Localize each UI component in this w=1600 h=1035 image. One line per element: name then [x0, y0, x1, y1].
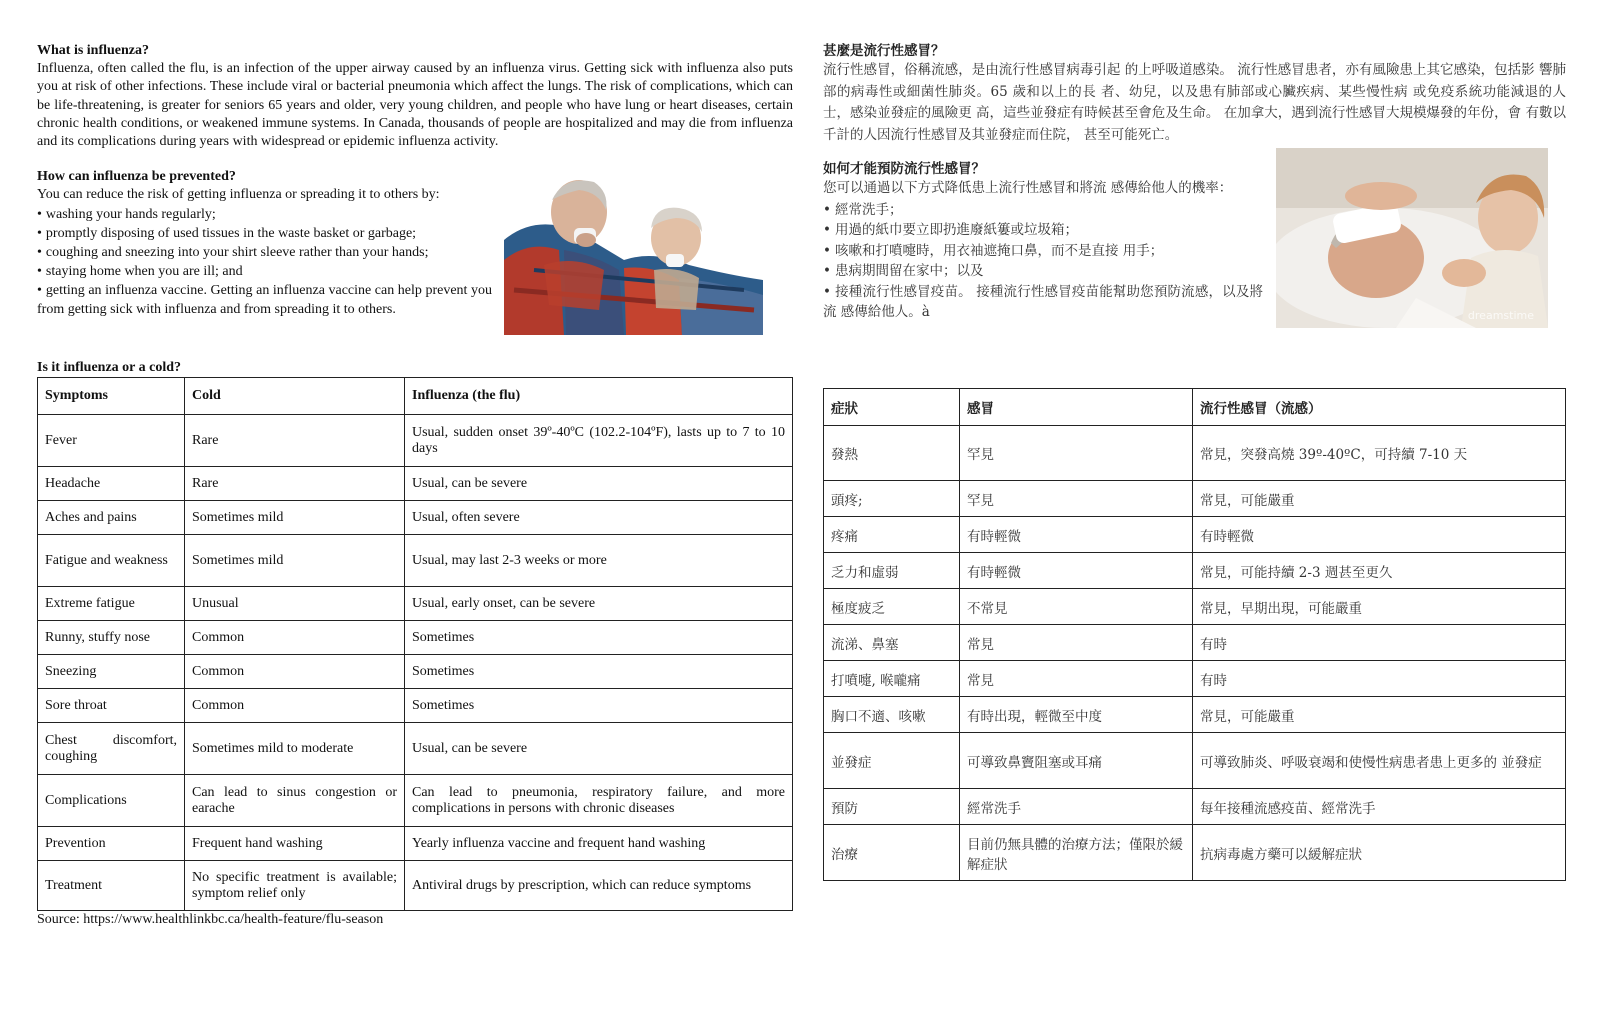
- table-row: [824, 517, 1566, 553]
- symptom-cell: Aches and pains: [38, 501, 185, 535]
- prevention-intro: You can reduce the risk of getting influenza or spreading it to others by:: [37, 187, 440, 203]
- symptom-cell: Sore throat: [38, 689, 185, 723]
- cold-cell: Can lead to sinus congestion or earache: [185, 775, 405, 827]
- influenza-cell: 可導致肺炎、呼吸衰竭和使慢性病患者患上更多的 並發症: [1193, 733, 1566, 789]
- comparison-section: [37, 359, 793, 928]
- table-row: [824, 625, 1566, 661]
- cold-cell: 常見: [960, 661, 1193, 697]
- table-row: [824, 661, 1566, 697]
- table-row: [824, 697, 1566, 733]
- watermark-text: dreamstime: [1467, 309, 1534, 322]
- table-row: [38, 587, 793, 621]
- symptom-cell: Chest discomfort, coughing: [38, 723, 185, 775]
- zh-what-is-influenza-heading: 甚麼是流行性感冒？: [823, 43, 945, 59]
- cold-cell: 有時輕微: [960, 553, 1193, 589]
- zh-comparison-section: [823, 388, 1566, 881]
- prevention-list: [37, 205, 492, 319]
- table-row: [38, 535, 793, 587]
- influenza-cell: Usual, can be severe: [405, 467, 793, 501]
- symptom-cell: Treatment: [38, 861, 185, 911]
- comparison-heading: Is it influenza or a cold?: [37, 360, 182, 376]
- zh-prevention-intro: 您可以通過以下方式降低患上流行性感冒和將流 感傳給他人的機率：: [823, 180, 1233, 196]
- symptom-cell: Sneezing: [38, 655, 185, 689]
- chinese-column: [823, 42, 1566, 881]
- zh-what-is-influenza-section: [823, 42, 1566, 146]
- list-item: • coughing and sneezing into your shirt sleeve rather than your hands;: [37, 244, 429, 260]
- table-row: [824, 789, 1566, 825]
- symptom-cell: 頭疼;: [824, 481, 960, 517]
- list-item: • getting an influenza vaccine. Getting an influenza vaccine can help prevent you from getting sick with influenza and from spreading it to others.: [37, 282, 492, 317]
- table-row: [38, 655, 793, 689]
- symptom-cell: Complications: [38, 775, 185, 827]
- list-item: • 咳嗽和打噴嚏時，用衣袖遮掩口鼻，而不是直接 用手；: [823, 242, 1164, 259]
- symptom-cell: 並發症: [824, 733, 960, 789]
- zh-prevention-list: [823, 200, 1263, 323]
- what-is-influenza-body: Influenza, often called the flu, is an infection of the upper airway caused by an influenza virus. Getting sick with influenza also puts you at risk of other infections. These include viral or bacterial pneumonia which affect the lungs. The risk of complications, which can be life-threatening, is greater for seniors 65 years and older, very young children, and people who have lung or heart diseases, certain chronic health conditions, or weakened immune systems. In Canada, thousands of people are hospitalized and may die from influenza and its complications during years with widespread or epidemic influenza activity.: [37, 61, 793, 150]
- cold-cell: Unusual: [185, 587, 405, 621]
- symptom-cell: 預防: [824, 789, 960, 825]
- influenza-cell: Yearly influenza vaccine and frequent hand washing: [405, 827, 793, 861]
- influenza-cell: Usual, sudden onset 39º-40ºC (102.2-104ºF), lasts up to 7 to 10 days: [405, 415, 793, 467]
- table-header-row: [824, 389, 1566, 426]
- zh-prevention-heading: 如何才能預防流行性感冒？: [823, 161, 985, 177]
- header-influenza: 流行性感冒（流感）: [1193, 389, 1566, 426]
- cold-cell: 可導致鼻竇阻塞或耳痛: [960, 733, 1193, 789]
- influenza-cell: Sometimes: [405, 689, 793, 723]
- header-symptoms: Symptoms: [38, 378, 185, 415]
- zh-symptom-comparison-table: [823, 388, 1566, 881]
- zh-what-is-influenza-body: 流行性感冒，俗稱流感，是由流行性感冒病毒引起 的上呼吸道感染。 流行性感冒患者，亦有風險患上其它感染，包括影 響肺部的病毒性或細菌性肺炎。65 歲和以上的長 者、幼兒，以及患有肺部或心臟疾病、某些慢性病 或免疫系統功能減退的人士，感染並發症的風險更 高，這些並發症有時候甚至會危及生命。 在加拿大，遇到流行性感冒大規模爆發的年份，會 有數以千計的人因流行性感冒及其並發症而住院， 甚至可能死亡。: [823, 62, 1566, 143]
- symptom-cell: 疼痛: [824, 517, 960, 553]
- influenza-cell: Usual, may last 2-3 weeks or more: [405, 535, 793, 587]
- source-citation: Source: https://www.healthlinkbc.ca/health-feature/flu-season: [37, 912, 384, 928]
- symptom-cell: Runny, stuffy nose: [38, 621, 185, 655]
- cold-cell: 有時出現，輕微至中度: [960, 697, 1193, 733]
- influenza-cell: 抗病毒處方藥可以緩解症狀: [1193, 825, 1566, 881]
- elderly-couple-sneezing-photo: [504, 170, 763, 335]
- cold-cell: 不常見: [960, 589, 1193, 625]
- influenza-cell: Sometimes: [405, 655, 793, 689]
- header-cold: Cold: [185, 378, 405, 415]
- influenza-cell: Antiviral drugs by prescription, which can reduce symptoms: [405, 861, 793, 911]
- influenza-cell: 常見，早期出現，可能嚴重: [1193, 589, 1566, 625]
- cold-cell: 罕見: [960, 426, 1193, 481]
- influenza-cell: 有時: [1193, 625, 1566, 661]
- cold-cell: Frequent hand washing: [185, 827, 405, 861]
- list-item: • staying home when you are ill; and: [37, 263, 243, 279]
- table-row: [38, 467, 793, 501]
- cold-cell: No specific treatment is available; symptom relief only: [185, 861, 405, 911]
- table-row: [38, 501, 793, 535]
- influenza-cell: Usual, early onset, can be severe: [405, 587, 793, 621]
- prevention-heading: How can influenza be prevented?: [37, 169, 236, 185]
- symptom-cell: 打噴嚏, 喉嚨痛: [824, 661, 960, 697]
- influenza-cell: Usual, can be severe: [405, 723, 793, 775]
- table-row: [824, 481, 1566, 517]
- cold-cell: Common: [185, 621, 405, 655]
- influenza-cell: 有時輕微: [1193, 517, 1566, 553]
- symptom-cell: 發熱: [824, 426, 960, 481]
- table-header-row: [38, 378, 793, 415]
- influenza-cell: 常見，可能嚴重: [1193, 697, 1566, 733]
- symptom-cell: 治療: [824, 825, 960, 881]
- table-row: [38, 861, 793, 911]
- cold-cell: 經常洗手: [960, 789, 1193, 825]
- caregiver-sick-man-photo: [1276, 148, 1548, 328]
- symptom-cell: 胸口不適、咳嗽: [824, 697, 960, 733]
- list-item: • 接種流行性感冒疫苗。 接種流行性感冒疫苗能幫助您預防流感，以及將流 感傳給他人。à: [823, 283, 1263, 320]
- table-row: [824, 825, 1566, 881]
- table-row: [38, 621, 793, 655]
- symptom-cell: 極度疲乏: [824, 589, 960, 625]
- list-item: • 用過的紙巾要立即扔進廢紙簍或垃圾箱；: [823, 222, 1078, 238]
- cold-cell: Sometimes mild: [185, 535, 405, 587]
- symptom-cell: Prevention: [38, 827, 185, 861]
- symptom-cell: Headache: [38, 467, 185, 501]
- header-cold: 感冒: [960, 389, 1193, 426]
- symptom-cell: Fatigue and weakness: [38, 535, 185, 587]
- cold-cell: 常見: [960, 625, 1193, 661]
- cold-cell: Common: [185, 655, 405, 689]
- symptom-cell: Fever: [38, 415, 185, 467]
- table-row: [824, 553, 1566, 589]
- symptom-cell: 流涕、鼻塞: [824, 625, 960, 661]
- influenza-cell: 常見，可能持續 2-3 週甚至更久: [1193, 553, 1566, 589]
- table-row: [38, 689, 793, 723]
- cold-cell: Sometimes mild to moderate: [185, 723, 405, 775]
- table-row: [38, 827, 793, 861]
- influenza-cell: 常見，突發高燒 39º-40ºC，可持續 7-10 天: [1193, 426, 1566, 481]
- list-item: • 經常洗手；: [823, 201, 903, 218]
- header-influenza: Influenza (the flu): [405, 378, 793, 415]
- influenza-cell: Usual, often severe: [405, 501, 793, 535]
- table-row: [38, 723, 793, 775]
- table-row: [38, 415, 793, 467]
- cold-cell: Rare: [185, 467, 405, 501]
- cold-cell: 目前仍無具體的治療方法；僅限於緩解症狀: [960, 825, 1193, 881]
- symptom-comparison-table: [37, 377, 793, 911]
- cold-cell: 有時輕微: [960, 517, 1193, 553]
- zh-prevention-section: [823, 160, 1566, 350]
- influenza-cell: 每年接種流感疫苗、經常洗手: [1193, 789, 1566, 825]
- list-item: • promptly disposing of used tissues in the waste basket or garbage;: [37, 225, 417, 241]
- table-row: [824, 733, 1566, 789]
- cold-cell: 罕見: [960, 481, 1193, 517]
- symptom-cell: Extreme fatigue: [38, 587, 185, 621]
- cold-cell: Common: [185, 689, 405, 723]
- table-row: [824, 426, 1566, 481]
- list-item: • 患病期間留在家中；以及: [823, 263, 984, 279]
- influenza-cell: 常見，可能嚴重: [1193, 481, 1566, 517]
- english-column: [37, 42, 793, 928]
- prevention-section: [37, 168, 793, 351]
- influenza-cell: Sometimes: [405, 621, 793, 655]
- list-item: • washing your hands regularly;: [37, 206, 216, 222]
- influenza-cell: 有時: [1193, 661, 1566, 697]
- what-is-influenza-heading: What is influenza?: [37, 43, 150, 58]
- symptom-cell: 乏力和虛弱: [824, 553, 960, 589]
- cold-cell: Sometimes mild: [185, 501, 405, 535]
- influenza-cell: Can lead to pneumonia, respiratory failure, and more complications in persons with chronic diseases: [405, 775, 793, 827]
- table-row: [824, 589, 1566, 625]
- cold-cell: Rare: [185, 415, 405, 467]
- table-row: [38, 775, 793, 827]
- what-is-influenza-section: [37, 42, 793, 151]
- header-symptoms: 症狀: [824, 389, 960, 426]
